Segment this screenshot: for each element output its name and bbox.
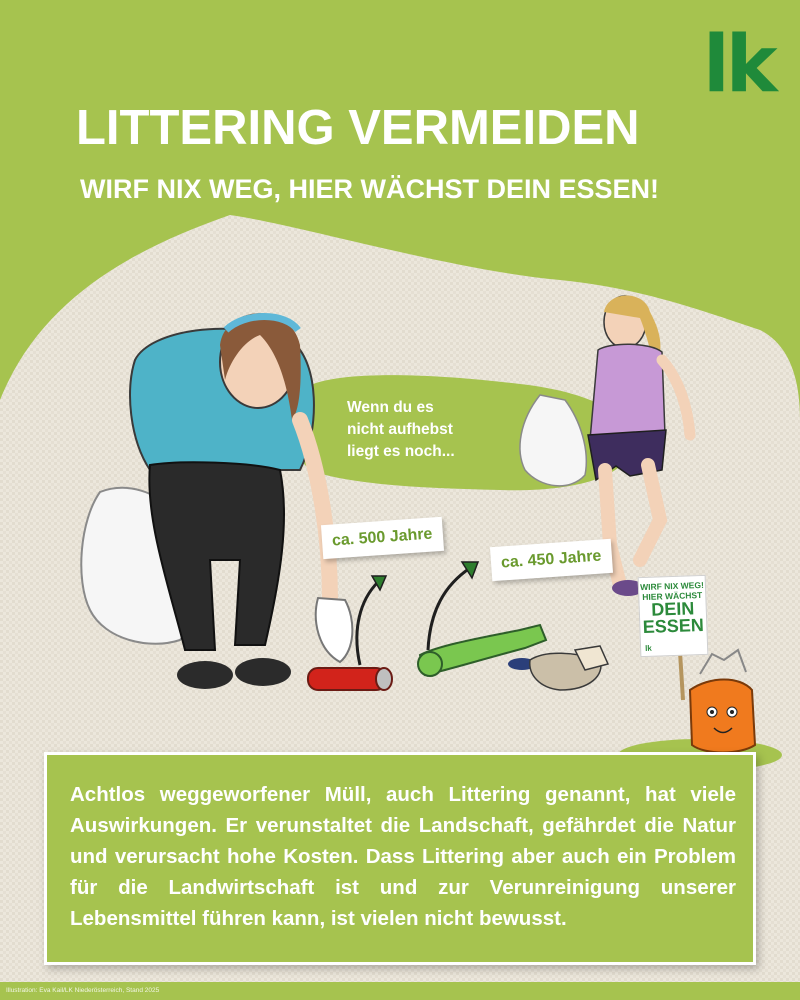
bubble-line-2: nicht aufhebst: [347, 421, 453, 438]
illustration-credit: Illustration: Eva Kail/LK Niederösterreich, Stand 2025: [6, 987, 160, 994]
info-textbox: [44, 752, 756, 965]
can: [308, 668, 392, 690]
lk-logo: lk: [703, 20, 774, 110]
page-title: LITTERING VERMEIDEN: [76, 101, 640, 155]
mascot-sign: [638, 575, 709, 657]
sign-line-3: DEIN: [650, 598, 695, 620]
bubble-line-3: liegt es noch...: [347, 443, 455, 460]
speech-bubble-text: [347, 397, 455, 463]
body-text: Achtlos weggeworfener Müll, auch Littering genannt, hat viele Auswirkungen. Er verunstaltet die Landschaft, gefährdet die Natur und verursacht hohe Kosten. Dass Littering aber auch ein Problem für die Landwirtschaft ist und zur Verunreinigung unserer Lebensmittel führen kann, ist vielen nicht bewusst.: [70, 783, 736, 930]
bottle-duration-tag: ca. 450 Jahre: [490, 539, 613, 581]
page-subtitle: WIRF NIX WEG, HIER WÄCHST DEIN ESSEN!: [80, 174, 660, 204]
sign-line-4: ESSEN: [642, 614, 705, 638]
bubble-line-1: Wenn du es: [347, 399, 434, 416]
sign-logo: lk: [644, 643, 652, 653]
can-duration-tag: ca. 500 Jahre: [321, 517, 444, 559]
shoe-left: [177, 661, 233, 689]
sign-line-1: WIRF NIX WEG!: [639, 579, 704, 593]
shoe-right: [235, 658, 291, 686]
runner-top: [590, 344, 665, 440]
sign-line-2: HIER WÄCHST: [642, 589, 703, 603]
